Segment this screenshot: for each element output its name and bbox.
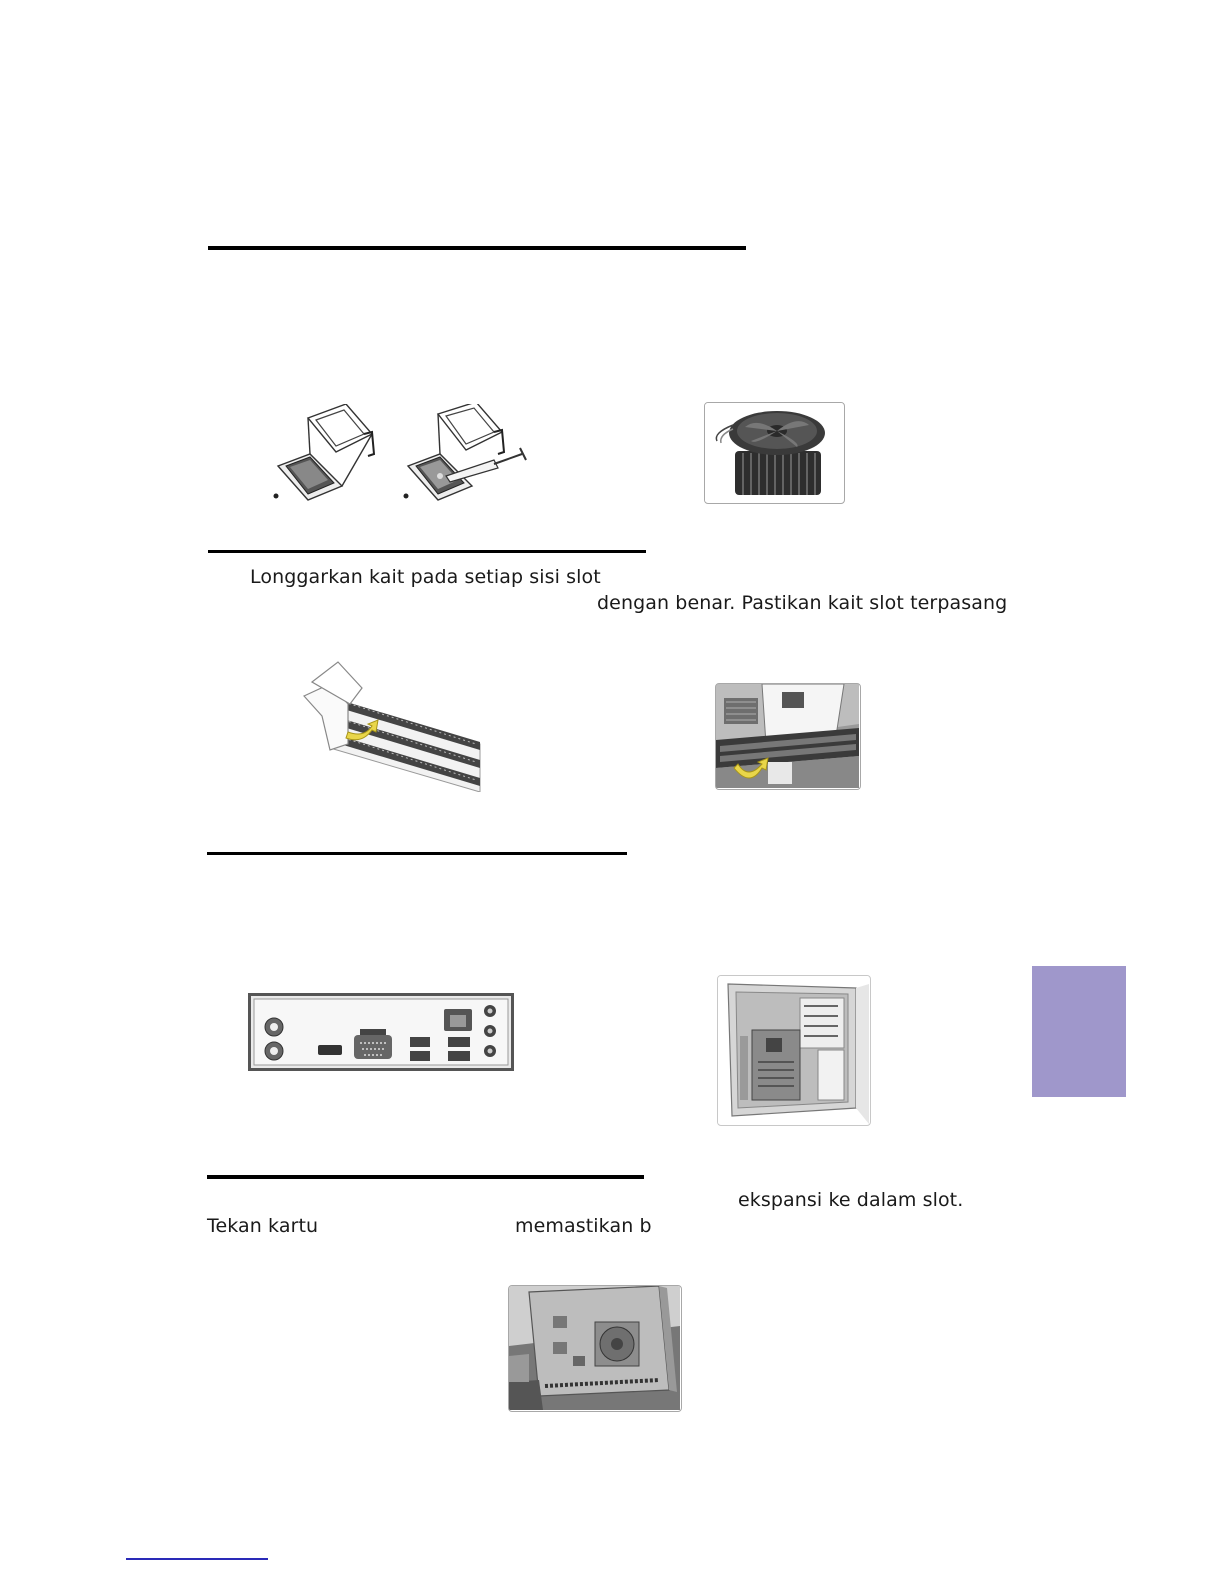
footer-link-underline[interactable] xyxy=(126,1558,268,1560)
cpu-socket-figure xyxy=(268,404,530,508)
expansion-instruction-line-2-left: Tekan kartu xyxy=(207,1215,319,1237)
io-shield-figure xyxy=(248,993,514,1071)
cpu-socket-open-illustration xyxy=(274,404,375,500)
audio-jacks xyxy=(484,1005,496,1057)
dimm-slots xyxy=(330,698,480,792)
chapter-side-tab xyxy=(1032,966,1126,1097)
section-rule-cpu xyxy=(208,246,746,250)
section-rule-expansion xyxy=(207,1175,644,1179)
dimm-slot-latch-figure xyxy=(300,658,482,792)
cooler-fan xyxy=(729,411,825,455)
dimm-installation-photo xyxy=(715,683,861,790)
cpu-socket-thermal-paste-illustration xyxy=(404,404,527,500)
hdmi-port xyxy=(318,1045,342,1055)
heatsink-fins xyxy=(735,451,821,495)
expansion-instruction-line-2-mid: memastikan b xyxy=(515,1215,652,1237)
section-rule-memory xyxy=(208,550,646,553)
memory-instruction-line-1: Longgarkan kait pada setiap sisi slot xyxy=(250,566,601,588)
section-rule-io xyxy=(207,852,627,855)
thermal-paste-syringe xyxy=(446,448,526,482)
cpu-cooler-photo xyxy=(704,402,845,504)
expansion-instruction-line-1-right: ekspansi ke dalam slot. xyxy=(738,1189,964,1211)
chassis-interior-photo xyxy=(717,975,871,1126)
memory-instruction-line-2: dengan benar. Pastikan kait slot terpasang xyxy=(597,592,1008,614)
expansion-card-photo xyxy=(508,1285,682,1412)
